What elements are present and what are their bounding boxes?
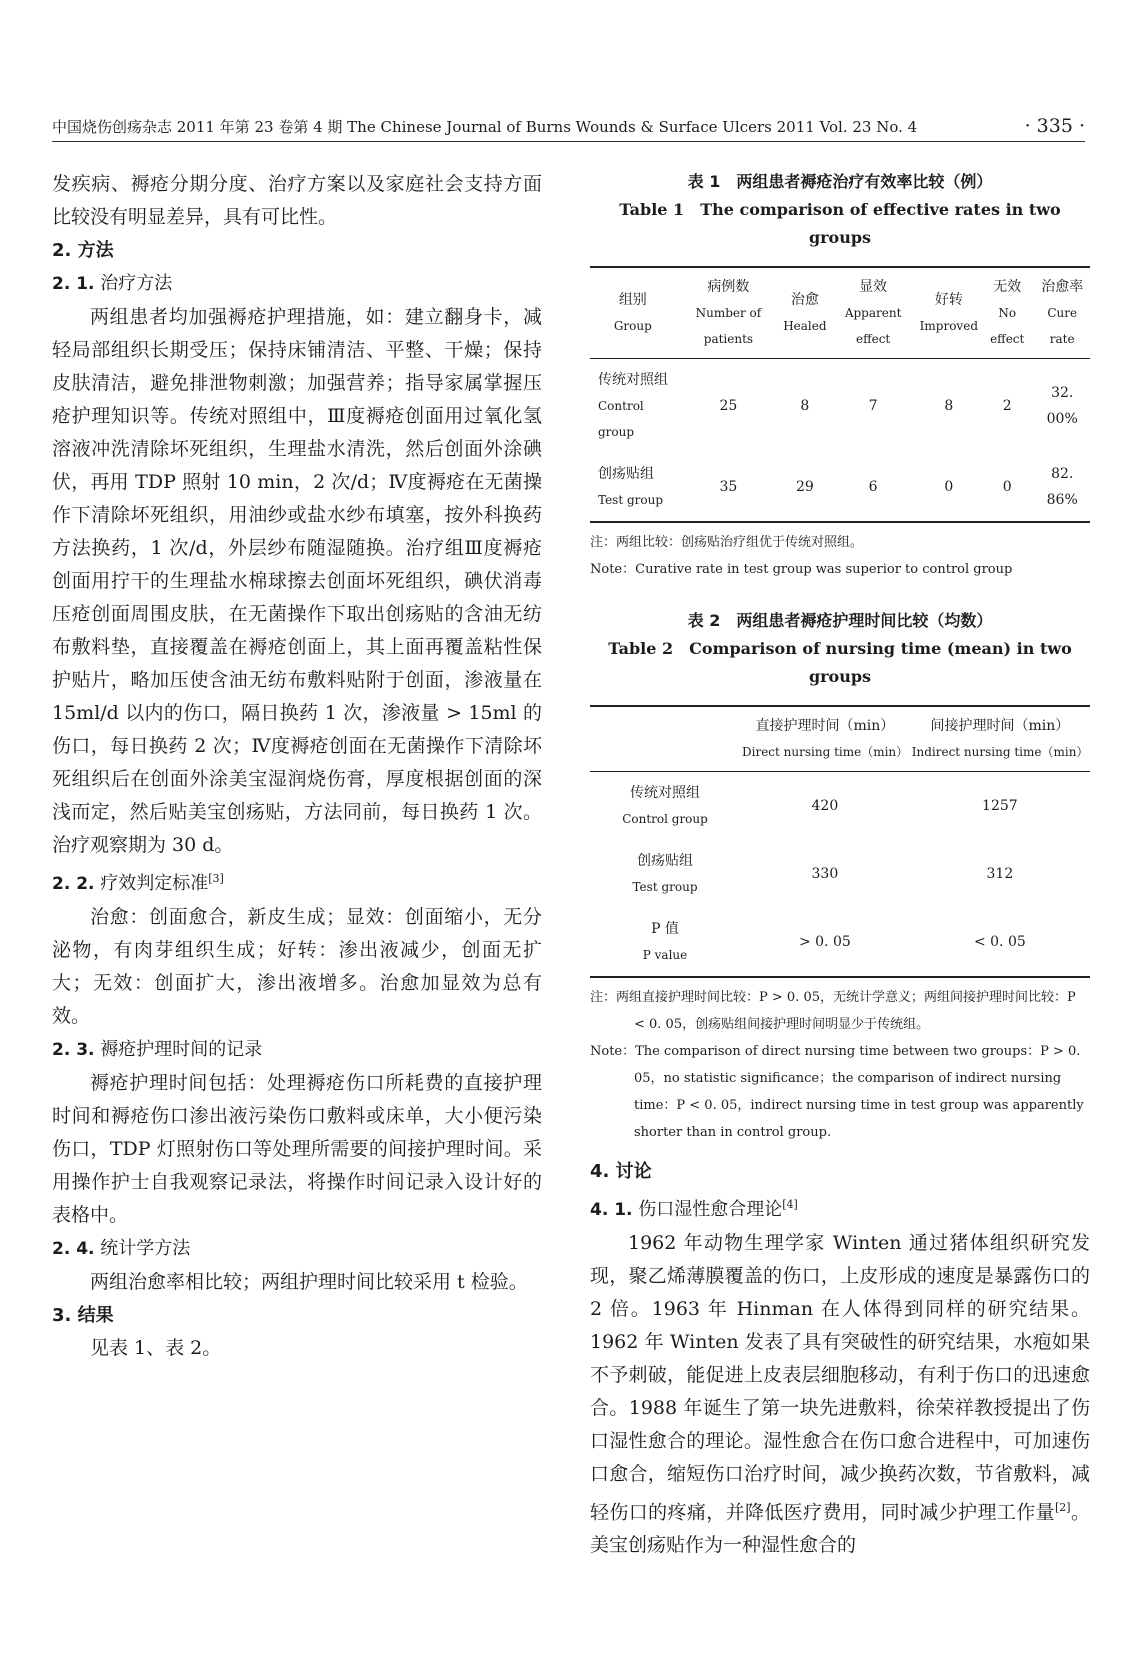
- subsection-title: 伤口湿性愈合理论: [638, 1199, 783, 1220]
- subsection-number: 2. 4.: [52, 1239, 95, 1259]
- table2: [590, 705, 1090, 978]
- table-header-cell: 无效 No effect: [980, 267, 1034, 359]
- table-cell-group: P 值 P value: [642, 921, 688, 962]
- table-row: [590, 840, 1090, 908]
- table2-note-cn: 注：两组直接护理时间比较：P > 0. 05，无统计学意义；两组间接护理时间比较：P < 0. 05，创疡贴组间接护理时间明显少于传统组。: [590, 990, 1076, 1032]
- subsection-title: 疗效判定标准: [100, 873, 209, 894]
- subsection-number: 2. 2.: [52, 874, 95, 894]
- table-header-cell: 病例数 Number of patients: [676, 267, 782, 359]
- section-heading: 3. 结果: [52, 1305, 114, 1326]
- table-cell: 1257: [982, 798, 1018, 814]
- table1: [590, 266, 1090, 523]
- table1-note-en: Note：Curative rate in test group was superior to control group: [590, 562, 1013, 577]
- subsection-number: 2. 3.: [52, 1040, 95, 1060]
- table2-note: [590, 984, 1090, 1146]
- table-header-row: [590, 706, 1090, 772]
- table-cell-group: 传统对照组 Control group: [622, 785, 708, 826]
- section-heading: 2. 方法: [52, 240, 114, 261]
- table-row: [590, 772, 1090, 841]
- table-header-cell: 组别 Group: [590, 267, 676, 359]
- table-header-cell: 治愈 Healed: [781, 267, 828, 359]
- citation: [2]: [1055, 1501, 1071, 1514]
- table1-caption-en: Table 1 The comparison of effective rates in two groups: [619, 200, 1061, 247]
- table-header-cell: 好转 Improved: [918, 267, 980, 359]
- citation: [3]: [208, 872, 224, 885]
- table-cell: 0: [1002, 479, 1012, 495]
- table-cell: 8: [944, 398, 954, 414]
- table2-caption-cn: 表 2 两组患者褥疮护理时间比较（均数）: [687, 611, 993, 630]
- table-cell: 82. 86%: [1046, 466, 1078, 508]
- subsection-heading: [590, 1188, 1090, 1227]
- table-cell: 8: [800, 398, 810, 414]
- table-row: [590, 453, 1090, 522]
- table-cell: 32. 00%: [1046, 385, 1078, 427]
- right-column: [590, 168, 1090, 1146]
- journal-header: 中国烧伤创疡杂志 2011 年第 23 卷第 4 期 The Chinese Journal of Burns Wounds & Surface Ulcers 2011 Vol. 23 No. 4: [52, 118, 918, 136]
- table-cell: 312: [986, 866, 1014, 882]
- table-cell: 7: [868, 398, 878, 414]
- table-cell-group: 传统对照组 Control group: [598, 372, 668, 439]
- table-header-cell: 治愈率 Cure rate: [1034, 267, 1090, 359]
- table-header-row: [590, 267, 1090, 359]
- subsection-heading: [52, 267, 542, 301]
- table-cell: 6: [868, 479, 878, 495]
- paragraph: 治愈：创面愈合，新皮生成；显效：创面缩小，无分泌物，有肉芽组织生成；好转：渗出液减少，创面无扩大；无效：创面扩大，渗出液增多。治愈加显效为总有效。: [52, 906, 542, 1027]
- section-heading: 4. 讨论: [590, 1161, 652, 1182]
- table2-caption-en: Table 2 Comparison of nursing time (mean) in two groups: [608, 639, 1072, 686]
- running-header: [52, 115, 1085, 137]
- table1-note: [590, 529, 1090, 583]
- table-cell: 25: [719, 398, 738, 414]
- paragraph: 1962 年动物生理学家 Winten 通过猪体组织研究发现，聚乙烯薄膜覆盖的伤口，上皮形成的速度是暴露伤口的 2 倍。1963 年 Hinman 在人体得到同样的研究结果。1962 年 Winten 发表了具有突破性的研究结果，水疱如果不予刺破，能促进上皮表层细胞移动，有利于伤口的迅速愈合。1988 年诞生了第一块先进敷料，徐荣祥教授提出了伤口湿性愈合的理论。湿性愈合在伤口愈合进程中，可加速伤口愈合，缩短伤口治疗时间，减少换药次数，节省敷料，减轻伤口的疼痛，并降低医疗费用，同时减少护理工作量[2]。美宝创疡贴作为一种湿性愈合的: [590, 1232, 1090, 1557]
- subsection-number: 4. 1.: [590, 1200, 633, 1220]
- subsection-title: 统计学方法: [100, 1238, 191, 1259]
- table-cell: 2: [1002, 398, 1012, 414]
- table2-note-en: Note：The comparison of direct nursing time between two groups：P > 0. 05，no statistic significance；the comparison of indirect nursing time：P < 0. 05，indirect nursing time in test group was apparently shorter than in control group.: [590, 1044, 1084, 1140]
- table-row: [590, 359, 1090, 454]
- table-cell: 35: [719, 479, 738, 495]
- table-cell: 420: [811, 798, 839, 814]
- paragraph: 见表 1、表 2。: [90, 1337, 222, 1359]
- table-cell-group: 创疡贴组 Test group: [598, 466, 664, 507]
- subsection-title: 治疗方法: [100, 273, 173, 294]
- table-cell: 0: [944, 479, 954, 495]
- paragraph: 两组患者均加强褥疮护理措施，如：建立翻身卡，减轻局部组织长期受压；保持床铺清洁、平整、干燥；保持皮肤清洁，避免排泄物刺激；加强营养；指导家属掌握压疮护理知识等。传统对照组中，Ⅲ度褥疮创面用过氧化氢溶液冲洗清除坏死组织，生理盐水清洗，然后创面外涂碘伏，再用 TDP 照射 10 min，2 次/d；Ⅳ度褥疮在无菌操作下清除坏死组织，用油纱或盐水纱布填塞，按外科换药方法换药，1 次/d，外层纱布随湿随换。治疗组Ⅲ度褥疮创面用拧干的生理盐水棉球擦去创面坏死组织，碘伏消毒压疮创面周围皮肤，在无菌操作下取出创疡贴的含油无纺布敷料垫，直接覆盖在褥疮创面上，其上面再覆盖粘性保护贴片，略加压使含油无纺布敷料贴附于创面，渗液量在 15ml/d 以内的伤口，隔日换药 1 次，渗液量 > 15ml 的伤口，每日换药 2 次；Ⅳ度褥疮创面在无菌操作下清除坏死组织后在创面外涂美宝湿润烧伤膏，厚度根据创面的深浅而定，然后贴美宝创疡贴，方法同前，每日换药 1 次。治疗观察期为 30 d。: [52, 306, 542, 856]
- table-cell: 29: [795, 479, 814, 495]
- table-header-cell: 直接护理时间（min） Direct nursing time（min）: [740, 706, 910, 772]
- header-rule: [52, 141, 1085, 142]
- table1-caption-cn: 表 1 两组患者褥疮治疗有效率比较（例）: [687, 172, 993, 191]
- subsection-heading: [52, 1232, 542, 1266]
- table-header-cell: [590, 706, 740, 772]
- paragraph: 发疾病、褥疮分期分度、治疗方案以及家庭社会支持方面比较没有明显差异，具有可比性。: [52, 173, 542, 228]
- subsection-number: 2. 1.: [52, 274, 95, 294]
- subsection-heading: [52, 1033, 542, 1067]
- table1-note-cn: 注：两组比较：创疡贴治疗组优于传统对照组。: [590, 535, 864, 550]
- subsection-title: 褥疮护理时间的记录: [100, 1039, 263, 1060]
- table-cell: > 0. 05: [798, 934, 851, 950]
- discussion-section: [590, 1155, 1090, 1562]
- left-column: [52, 168, 542, 1365]
- paragraph: 两组治愈率相比较；两组护理时间比较采用 t 检验。: [90, 1271, 528, 1293]
- citation: [4]: [782, 1198, 798, 1211]
- paragraph: 褥疮护理时间包括：处理褥疮伤口所耗费的直接护理时间和褥疮伤口渗出液污染伤口敷料或床单，大小便污染伤口，TDP 灯照射伤口等处理所需要的间接护理时间。采用操作护士自我观察记录法，将操作时间记录入设计好的表格中。: [52, 1072, 542, 1226]
- page-number: · 335 ·: [1024, 115, 1085, 137]
- subsection-heading: [52, 862, 542, 901]
- table-header-cell: 显效 Apparent effect: [829, 267, 918, 359]
- table-cell-group: 创疡贴组 Test group: [632, 853, 698, 894]
- table-header-cell: 间接护理时间（min） Indirect nursing time（min）: [910, 706, 1090, 772]
- table-cell: 330: [811, 866, 839, 882]
- table-row: [590, 908, 1090, 977]
- table-cell: < 0. 05: [973, 934, 1026, 950]
